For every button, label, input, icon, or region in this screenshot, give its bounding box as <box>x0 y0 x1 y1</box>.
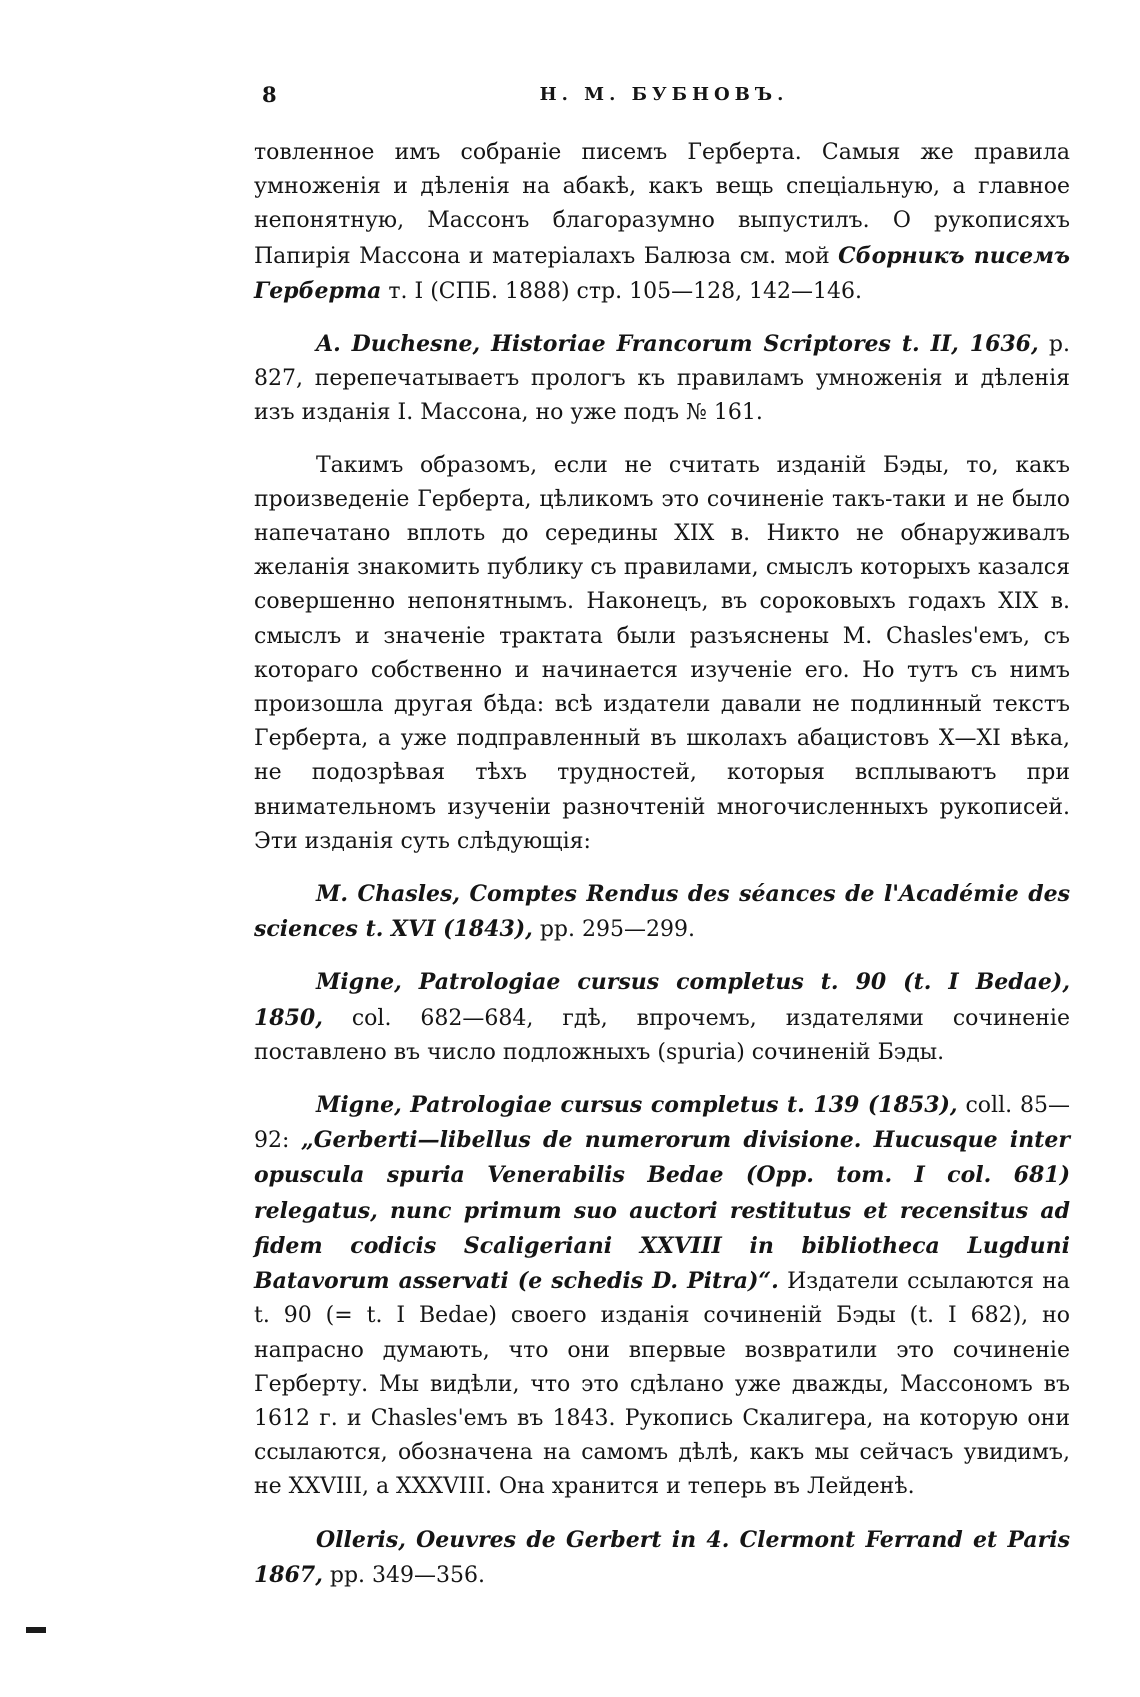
paragraph-7 <box>254 1523 1070 1593</box>
p7-text: pp. 349—356. <box>322 1562 486 1588</box>
page-header <box>262 82 1066 112</box>
p6-citation: Migne, Patrologiae cursus completus t. 139 (1853), <box>316 1092 958 1119</box>
p1-book-title: Сборникъ писемъ Герберта <box>254 242 1070 304</box>
paragraph-2 <box>254 327 1070 431</box>
p2-citation: A. Duchesne, Historiae Francorum Scriptores t. II, 1636, <box>316 331 1039 358</box>
running-title: Н. М. БУБНОВЪ. <box>539 84 789 105</box>
p6-quoted-title: „Gerberti—libellus de numerorum divisione. Hucusque inter opuscula spuria Venerabilis Bedae (Opp. tom. I col. 681) relegatus, nunc primum suo auctori restitutus et recensitus ad fidem codicis Scaligeriani XXVIII in bibliotheca Lugduni Batavorum asservati (e schedis D. Pitra)“. <box>254 1127 1071 1295</box>
p2-text: р. 827, перепечатываетъ прологъ къ правиламъ умноженія и дѣленія изъ изданія I. Массона, но уже подъ № 161. <box>254 332 1070 426</box>
paragraph-6 <box>254 1088 1070 1504</box>
scan-edge-mark <box>26 1627 46 1633</box>
p6-text-b: coll. 85—92: <box>254 1093 1070 1154</box>
paragraph-1 <box>254 136 1070 309</box>
p4-text: pp. 295—299. <box>532 917 695 943</box>
p1-text-a: товленное имъ собраніе писемъ Герберта. Самыя же правила умноженія и дѣленія на абакѣ, какъ вещь спеціальную, а главное непонятную, Массонъ благоразумно выпустилъ. О рукописяхъ Папирія Массона и матеріалахъ Балюза см. мой <box>254 140 1070 269</box>
paragraph-3 <box>254 449 1070 859</box>
page-number: 8 <box>262 82 277 107</box>
paragraph-5 <box>254 965 1070 1070</box>
p5-citation: Migne, Patrologiae cursus completus t. 90 (t. I Bedae), 1850, <box>254 969 1070 1031</box>
p5-text: col. 682—684, гдѣ, впрочемъ, издателями сочиненіе поставлено въ число подложныхъ (spuria) сочиненій Бэды. <box>254 1005 1070 1065</box>
paragraph-4 <box>254 877 1070 947</box>
body-text <box>254 136 1070 1593</box>
p6-text-d: Издатели ссылаются на t. 90 (= t. I Bedae) своего изданія сочиненій Бэды (t. I 682), но напрасно думають, что они впервые возвратили это сочиненіе Герберту. Мы видѣли, что это сдѣлано уже дважды, Массономъ въ 1612 г. и Chasles'емъ въ 1843. Рукопись Скалигера, на которую они ссылаются, обозначена на самомъ дѣлѣ, какъ мы сейчасъ увидимъ, не XXVIII, а XXXVIII. Она хранится и теперь въ Лейденѣ. <box>254 1269 1071 1500</box>
p3-text: Такимъ образомъ, если не считать изданій Бэды, то, какъ произведеніе Герберта, цѣликомъ это сочиненіе такъ-таки и не было напечатано вплоть до середины XIX в. Никто не обнаруживалъ желанія знакомить публику съ правилами, смыслъ которыхъ казался совершенно непонятнымъ. Наконецъ, въ сороковыхъ годахъ XIX в. смыслъ и значеніе трактата были разъяснены M. Chasles'емъ, съ котораго собственно и начинается изученіе его. Но тутъ съ нимъ произошла другая бѣда: всѣ издатели давали не подлинный текстъ Герберта, а уже подправленный въ школахъ абацистовъ X—XI вѣка, не подозрѣвая тѣхъ трудностей, которыя всплываютъ при внимательномъ изученіи разночтеній многочисленныхъ рукописей. Эти изданія суть слѣдующія: <box>254 452 1070 854</box>
p7-citation: Olleris, Oeuvres de Gerbert in 4. Clermont Ferrand et Paris 1867, <box>254 1526 1070 1588</box>
p4-citation: M. Chasles, Comptes Rendus des séances de l'Académie des sciences t. XVI (1843), <box>254 881 1070 943</box>
p1-text-c: т. I (СПБ. 1888) стр. 105—128, 142—146. <box>381 278 863 304</box>
